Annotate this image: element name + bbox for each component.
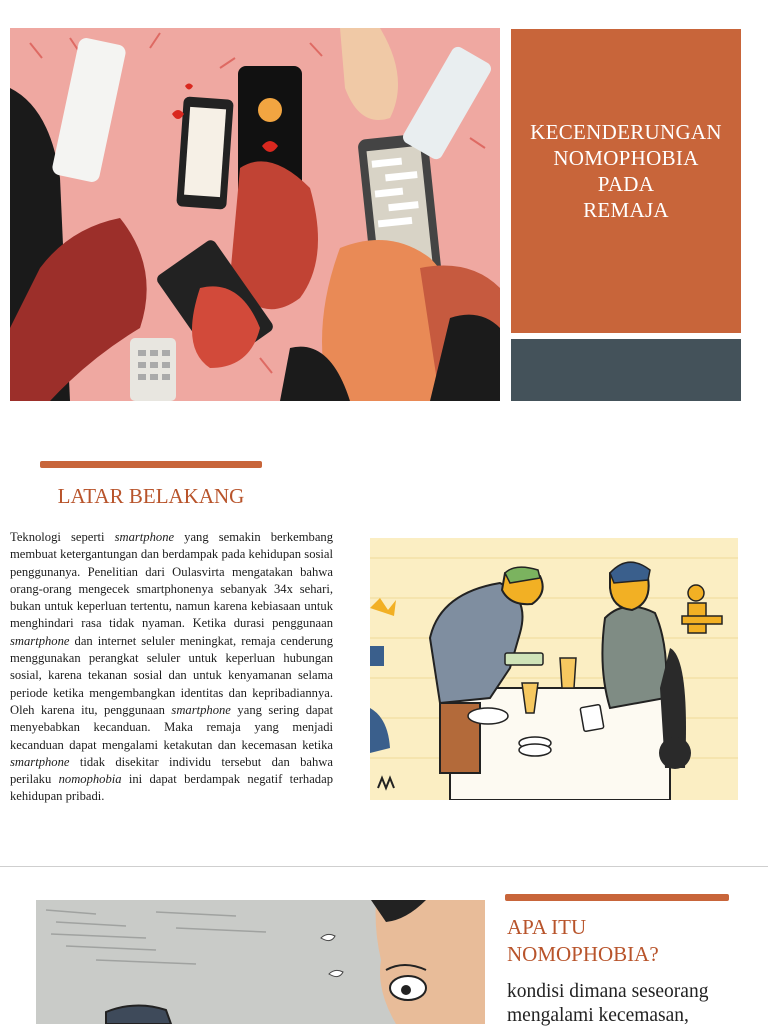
paragraph-text: ini dapat berdampak negatif terhadap kehidupan pribadi. [10,772,333,804]
italic-term: nomophobia [58,772,122,787]
paragraph-text: Teknologi seperti [10,530,115,544]
paragraph-text: yang semakin berkembang membuat ketergantungan dan berdampak pada kehidupan sosial penggunanya. Penelitian dari Oulasvirta mengatakan bahwa orang-orang mengecek smartphonenya sebanyak 34x sehari, bukan untuk keperluan tertentu, namun karena kebiasaan untuk menghindari rasa tidak nyaman. Ketika durasi penggunaan [10,530,333,631]
apa-itu-nomophobia-definition: kondisi dimana seseorang mengalami kecemasan, [507,981,709,1026]
italic-term: smartphone [10,633,70,648]
worried-person-illustration [36,900,485,1024]
worried-face-drawing [36,900,485,1024]
presentation-title: KECENDERUNGAN NOMOPHOBIA PADA REMAJA [530,120,722,222]
italic-term: smartphone [171,702,231,717]
section-heading-latar-belakang: LATAR BELAKANG [57,484,245,508]
hero-illustration-hands-holding-phones [10,28,500,401]
section-accent-rule-apa-itu [505,894,729,901]
section-accent-rule [40,461,262,468]
cafe-illustration-people-on-phones [370,538,738,800]
section-heading-apa-itu-nomophobia: APA ITU NOMOPHOBIA? [507,915,659,966]
paragraph-text: tidak disekitar individu tersebut dan bahwa perilaku [10,754,333,787]
slide-divider [0,866,768,867]
paragraph-text: dan internet seluler meningkat, remaja cenderung menggunakan perangkat seluler untuk keperluan hubungan sosial, karena tekanan sosial dan untuk kenyamanan selama periode ketika mengembangkan identitas dan kepribadiannya. Oleh karena itu, penggunaan [10,633,333,717]
paragraph-text: yang sering dapat menyebabkan kecanduan. Maka remaja yang menjadi kecanduan dapat mengalami ketakutan dan kecemasan ketika [10,702,333,752]
latar-belakang-paragraph [10,529,333,806]
cafe-table-drawing [370,538,738,800]
title-box [511,29,741,333]
hands-with-phones-drawing [10,28,500,401]
italic-term: smartphone [10,754,70,769]
italic-term: smartphone [114,530,175,544]
title-accent-bar [511,339,741,401]
